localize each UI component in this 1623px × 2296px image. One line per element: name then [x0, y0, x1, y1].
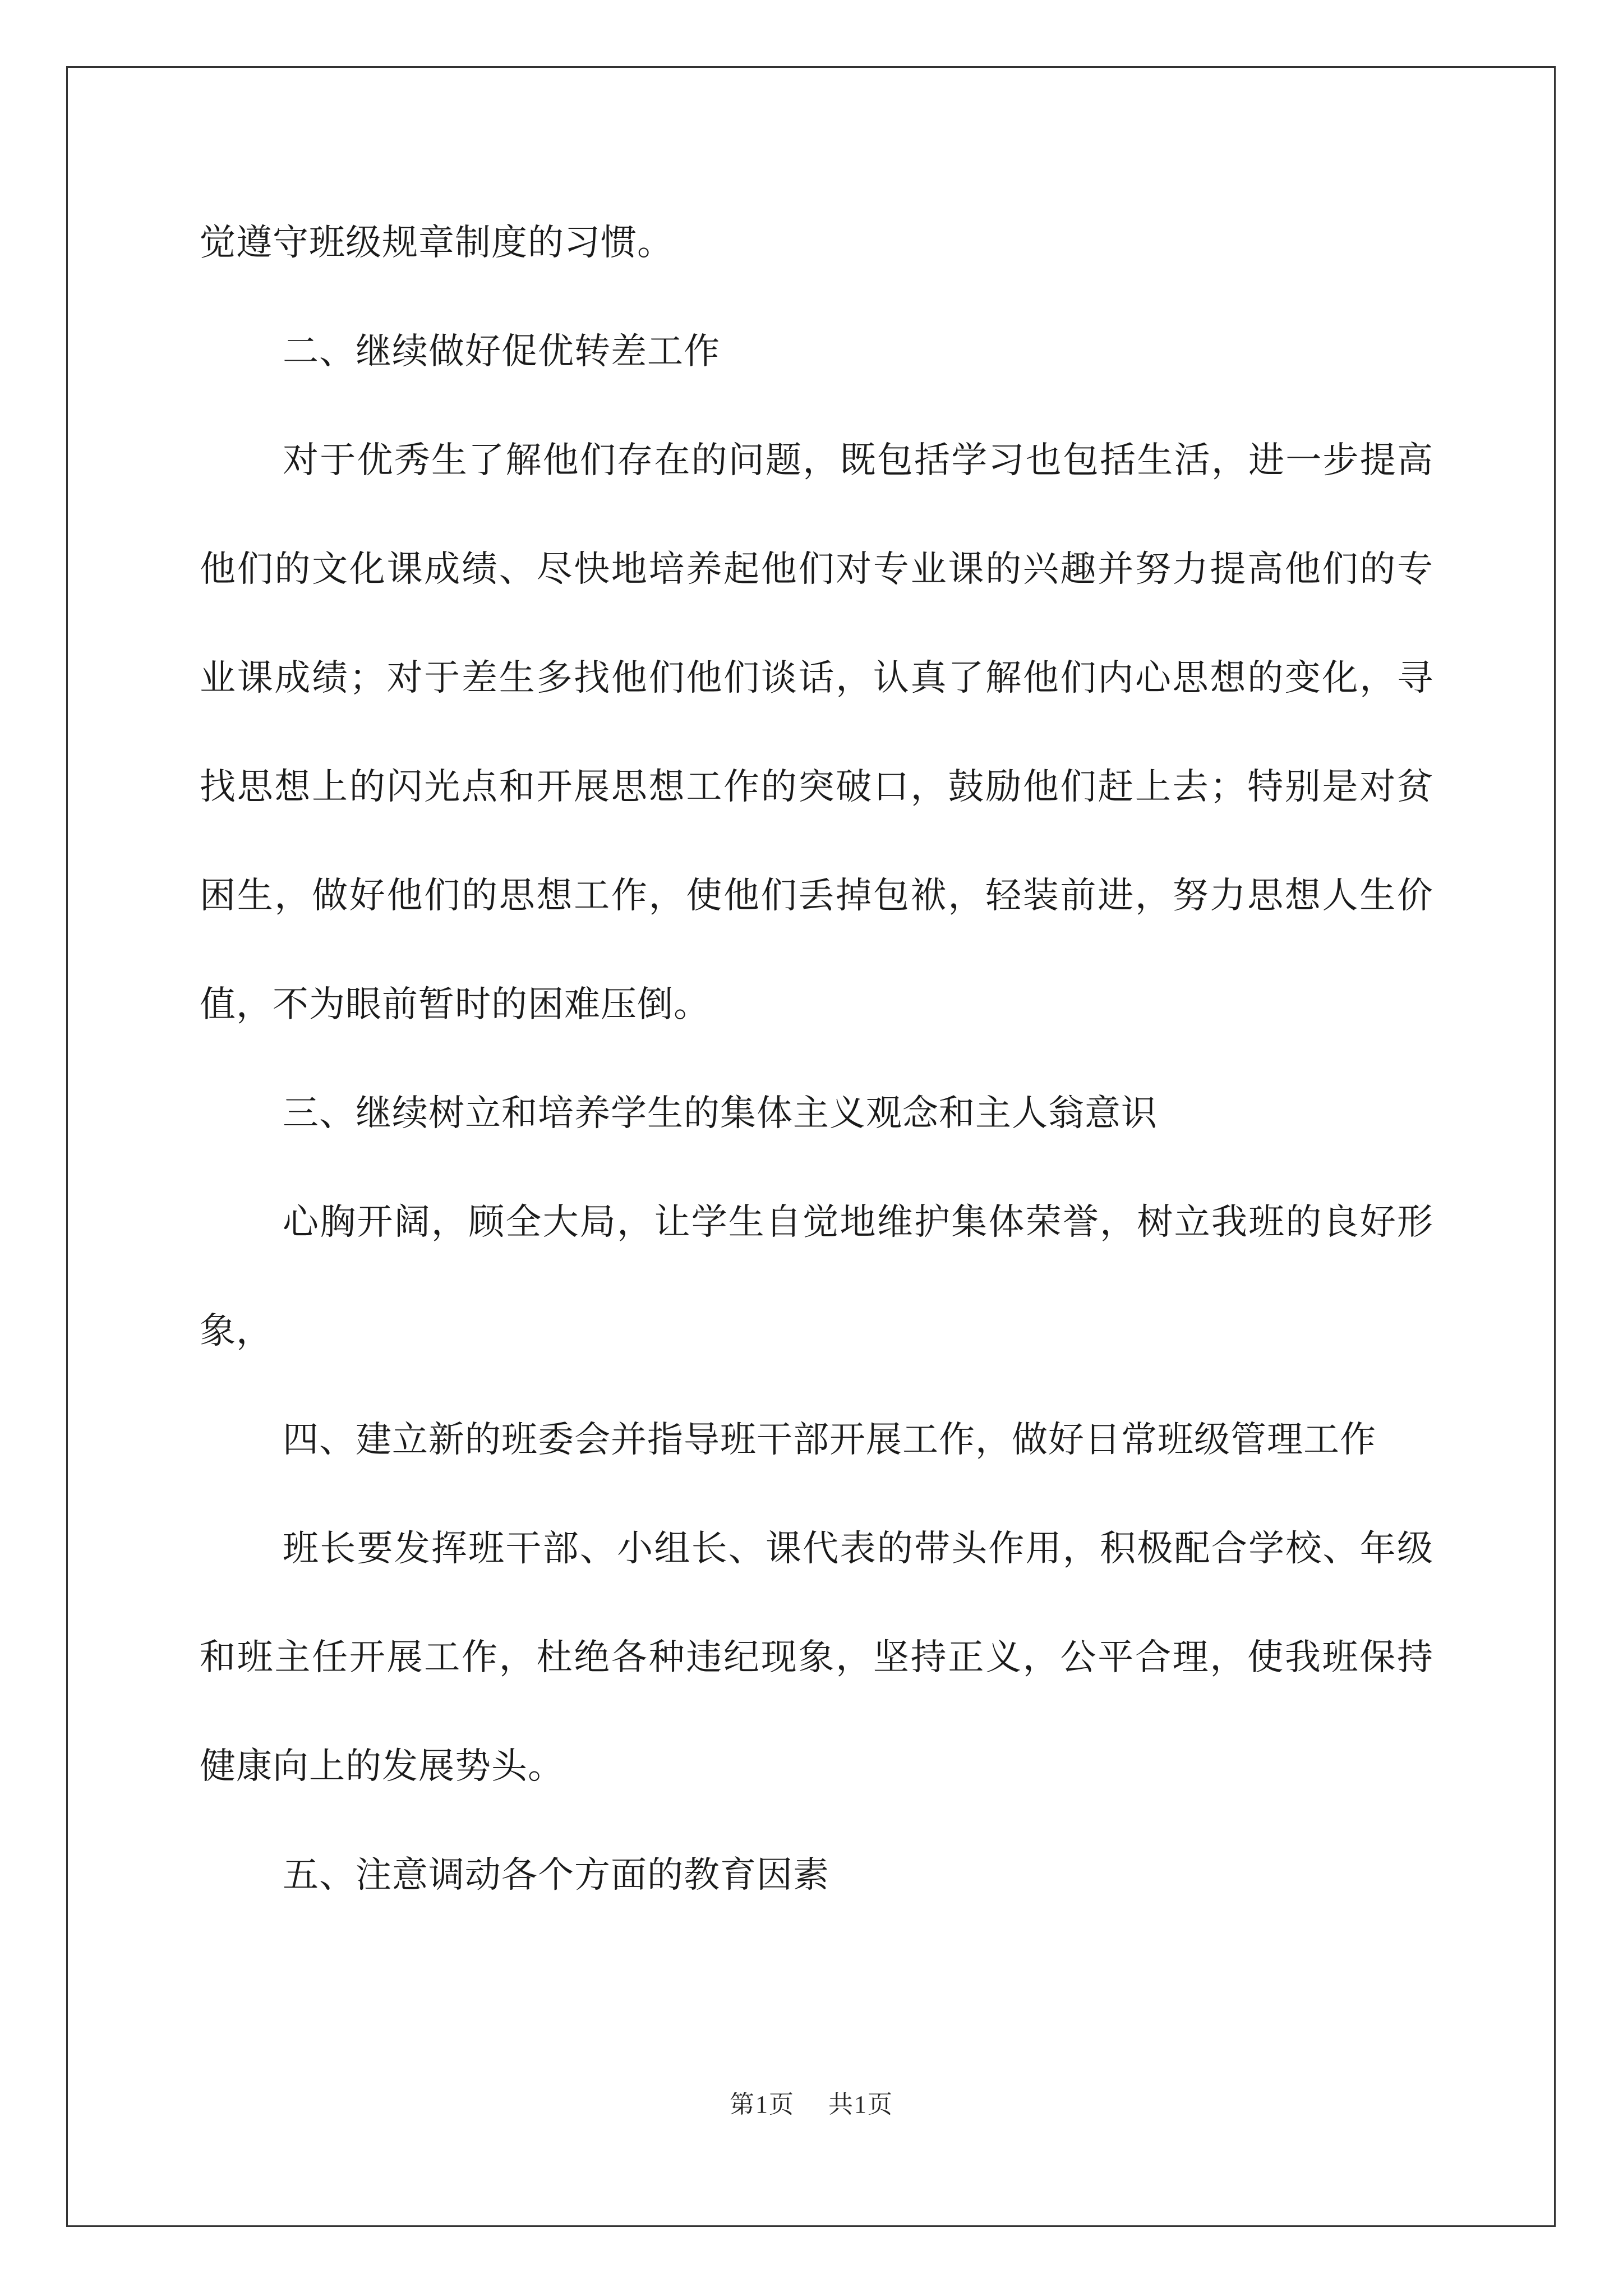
page-footer — [0, 2084, 1623, 2120]
paragraph-continuation: 觉遵守班级规章制度的习惯。 — [200, 222, 674, 264]
paragraph-collective: 心胸开阔，顾全大局，让学生自觉地维护集体荣誉，树立我班的良好形象， — [200, 1202, 1433, 1352]
page-total: 共1页 — [828, 2091, 893, 2118]
page-number: 第1页 — [730, 2091, 795, 2118]
section-heading-2: 二、继续做好促优转差工作 — [283, 331, 720, 372]
paragraph-students: 对于优秀生了解他们存在的问题，既包括学习也包括生活，进一步提高他们的文化课成绩、尽快地培养起他们对专业课的兴趣并努力提高他们的专业课成绩；对于差生多找他们他们谈话，认真了解他们内心思想的变化，寻找思想上的闪光点和开展思想工作的突破口，鼓励他们赶上去；特别是对贫困生，做好他们的思想工作，使他们丢掉包袱，轻装前进，努力思想人生价值，不为眼前暂时的困难压倒。 — [200, 440, 1433, 1025]
paragraph-class-monitor: 班长要发挥班干部、小组长、课代表的带头作用，积极配合学校、年级和班主任开展工作，杜绝各种违纪现象，坚持正义，公平合理，使我班保持健康向上的发展势头。 — [200, 1528, 1433, 1787]
document-body — [200, 188, 1433, 1930]
section-heading-3: 三、继续树立和培养学生的集体主义观念和主人翁意识 — [283, 1093, 1158, 1134]
section-heading-4: 四、建立新的班委会并指导班干部开展工作，做好日常班级管理工作 — [283, 1419, 1376, 1461]
section-heading-5: 五、注意调动各个方面的教育因素 — [283, 1855, 829, 1896]
